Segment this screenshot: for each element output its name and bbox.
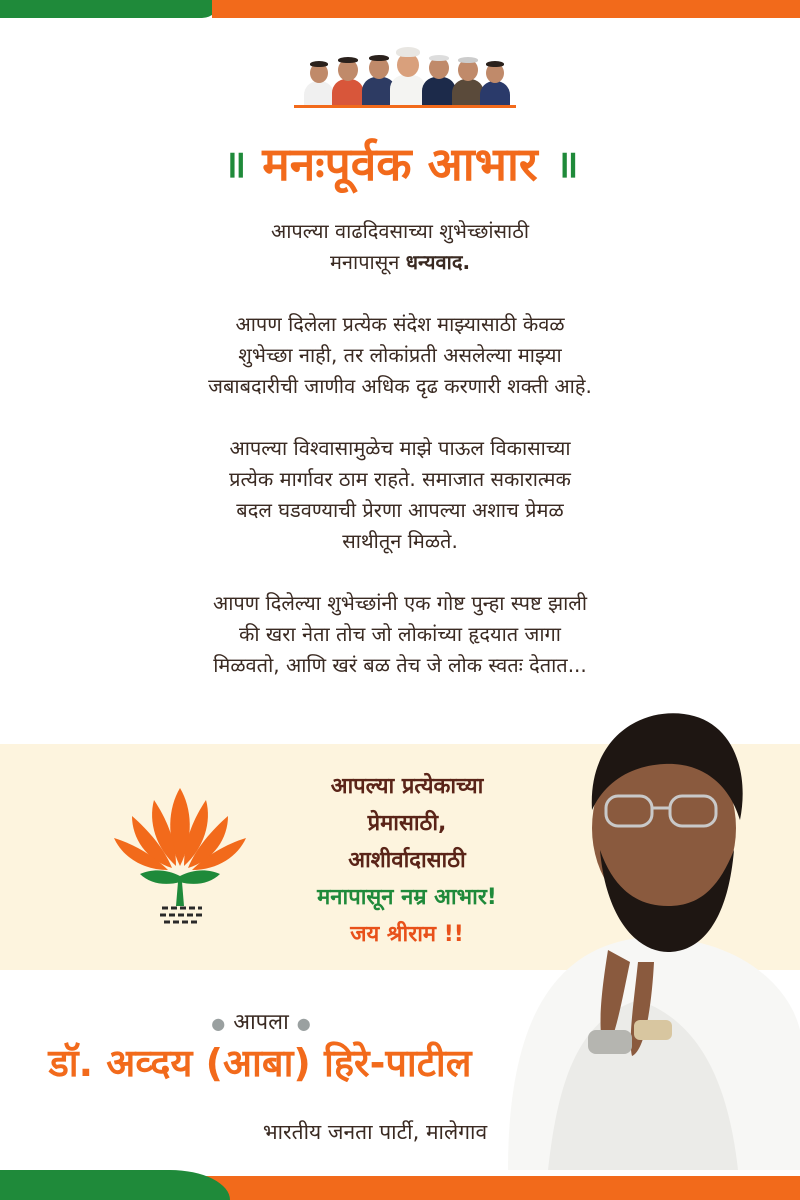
- top-saffron-strip: [212, 0, 800, 18]
- band-line-2: प्रेमासाठी,: [367, 811, 447, 836]
- title-ornament-right: ॥: [555, 142, 577, 186]
- dot-icon: ●: [211, 1014, 226, 1033]
- page-title: मनःपूर्वक आभार: [262, 137, 538, 191]
- thank-you-message: [100, 216, 700, 712]
- lotus-icon: [110, 778, 250, 928]
- message-paragraph-1: [100, 216, 700, 278]
- leaders-base-line: [294, 105, 516, 108]
- dot-icon: ●: [296, 1014, 311, 1033]
- message-line: आपण दिलेल्या शुभेच्छांनी एक गोष्ट पुन्हा स्पष्ट झाली: [212, 591, 588, 615]
- message-line: साथीतून मिळते.: [342, 529, 458, 553]
- message-line: आपण दिलेला प्रत्येक संदेश माझ्यासाठी केवळ: [235, 312, 565, 336]
- band-line-4: मनापासून नम्र आभार!: [317, 885, 497, 910]
- band-line-1: आपल्या प्रत्येकाच्या: [330, 774, 484, 799]
- signature-name: डॉ. अव्दय (आबा) हिरे-पाटील: [48, 1041, 472, 1085]
- title-row: [160, 128, 640, 198]
- message-line: आपल्या वाढदिवसाच्या शुभेच्छांसाठी: [270, 219, 530, 243]
- message-line: बदल घडवण्याची प्रेरणा आपल्या अशाच प्रेमळ: [236, 498, 564, 522]
- band-line-3: आशीर्वादासाठी: [348, 848, 466, 873]
- top-color-bar: [0, 0, 800, 18]
- signature-label-text: आपला: [233, 1010, 289, 1035]
- bottom-saffron-strip: [160, 1176, 800, 1200]
- message-line: प्रत्येक मार्गावर ठाम राहते. समाजात सकारात्मक: [229, 467, 571, 491]
- person-photo: [488, 700, 800, 1170]
- bottom-color-bar: [0, 1170, 800, 1200]
- message-line: की खरा नेता तोच जो लोकांच्या हृदयात जागा: [239, 622, 561, 646]
- message-line: शुभेच्छा नाही, तर लोकांप्रती असलेल्या माझ्या: [238, 343, 562, 367]
- message-paragraph-4: [100, 588, 700, 681]
- bottom-green-strip: [0, 1170, 230, 1200]
- signature-label: [196, 1006, 326, 1036]
- message-paragraph-2: [100, 309, 700, 402]
- message-line: मनापासून: [329, 250, 406, 274]
- message-bold-word: धन्यवाद.: [405, 250, 471, 274]
- message-line: जबाबदारीची जाणीव अधिक दृढ करणारी शक्ती आहे.: [208, 374, 592, 398]
- title-ornament-left: ॥: [223, 142, 245, 186]
- band-line-5: जय श्रीराम !!: [350, 922, 464, 947]
- leaders-group-image: [294, 42, 516, 108]
- message-paragraph-3: [100, 433, 700, 557]
- signature-organization: भारतीय जनता पार्टी, मालेगाव: [262, 1120, 488, 1144]
- message-line: आपल्या विश्वासामुळेच माझे पाऊल विकासाच्या: [229, 436, 571, 460]
- top-green-strip: [0, 0, 220, 18]
- message-line: मिळवतो, आणि खरं बळ तेच जे लोक स्वतः देतात...: [213, 653, 587, 677]
